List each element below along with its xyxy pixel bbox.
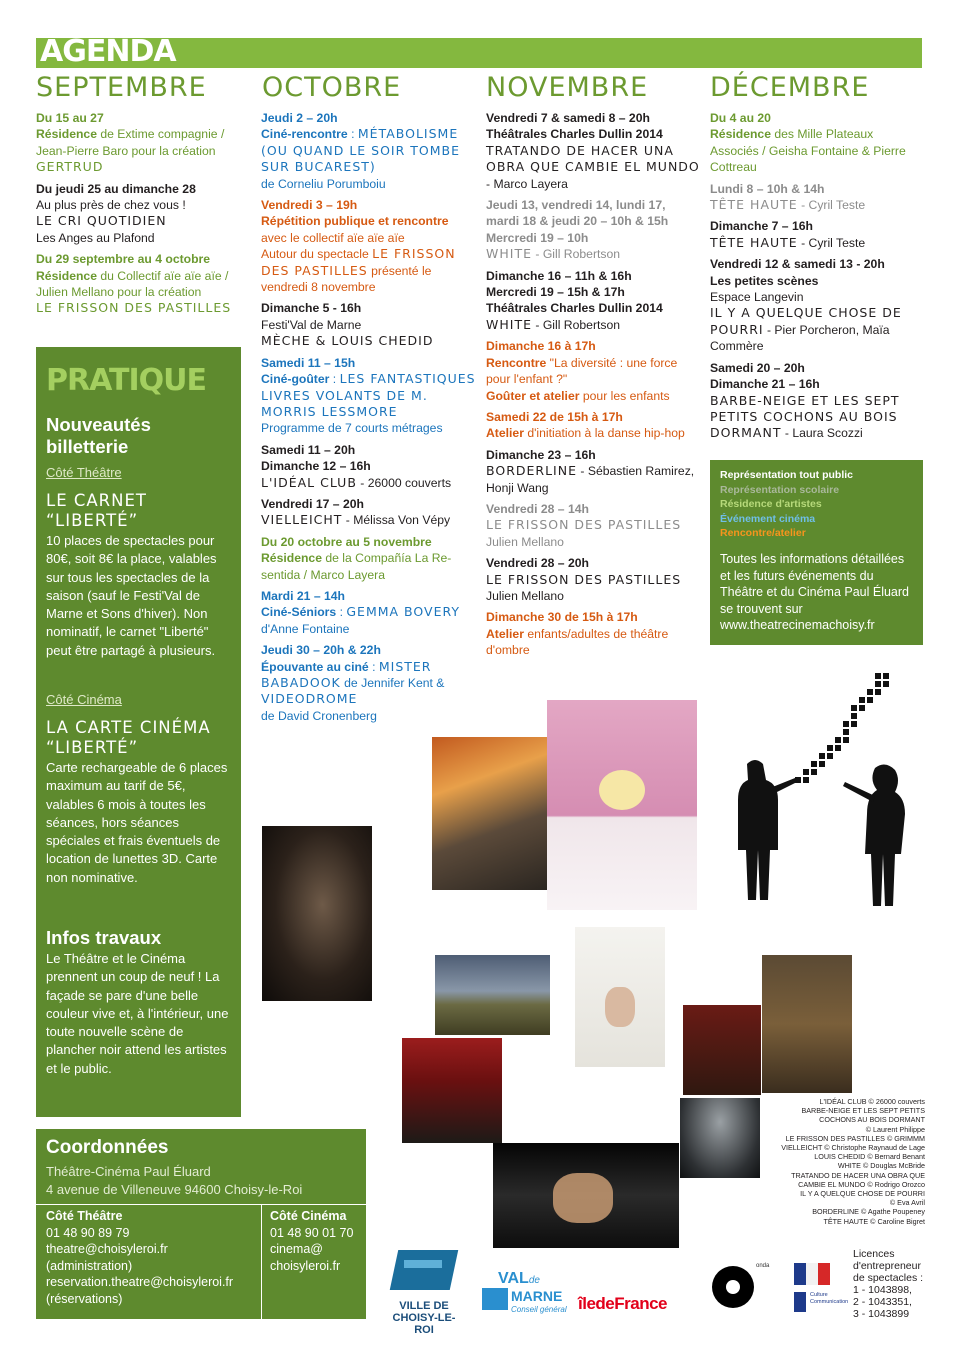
valdemarne-word: VAL [498,1270,529,1287]
cinema-email-part: choisyleroi.fr [270,1258,341,1273]
illustration-japan [725,668,925,908]
event-date: Lundi 8 – 10h & 14h [710,181,825,196]
credit-line: © Laurent Philippe [865,1124,925,1134]
event [710,256,922,354]
event [710,110,922,176]
valdemarne-word: de [528,1275,540,1286]
flag-red [818,1263,830,1285]
flag-blue [794,1263,806,1285]
legend-public: Représentation tout public [720,469,854,481]
choisy-logo-line: VILLE DE [399,1300,449,1312]
event-text: pour les enfants [579,388,670,403]
event-date: Dimanche 7 – 16h [710,219,813,234]
event-text: Autour du spectacle [261,247,369,262]
pratique-side-cinema: Côté Cinéma [46,692,122,707]
photo-white [575,927,665,1067]
credit-line: TRATANDO DE HACER UNA OBRA QUE [791,1170,925,1180]
event-by: Julien Mellano [486,588,564,603]
event-by: de David Cronenberg [261,708,377,723]
photo-pourri [762,955,852,1093]
event [36,181,248,247]
choisy-logo [380,1250,466,1298]
event-by: - Gill Robertson [531,247,621,262]
theatre-email-note: (administration) [46,1258,133,1273]
event-title: GEMMA BOVERY [346,604,460,620]
november-column [486,110,700,664]
event-type: Ciné-goûter [261,372,330,387]
choisy-logo-wave [404,1260,442,1268]
cinema-email-part: cinema@ [270,1242,323,1256]
event-by: d'Anne Fontaine [261,621,350,636]
event-text: "La diversité : une force pour l'enfant ?" [486,355,678,387]
event [486,447,700,496]
event-title: GERTRUD [36,159,104,175]
carte-title: LA CARTE CINÉMA “LIBERTÉ” [46,718,211,757]
credit-line: CAMBIE EL MUNDO © Rodrigo Orozco [798,1179,925,1189]
divider [36,1204,366,1205]
idf-logo: îledeFrance [578,1294,667,1313]
event-title: LE CRI QUOTIDIEN [36,213,167,229]
event-title: IL Y A QUELQUE CHOSE DE POURRI [710,305,902,337]
cinema-phone: 01 48 90 01 70 [270,1225,354,1240]
event-title: BARBE-NEIGE ET LES SEPT PETITS COCHONS AU BOIS DORMANT [710,392,900,441]
credit-line: VIELLEICHT © Christophe Raynaud de Lage [781,1143,925,1153]
theatre-heading: Côté Théâtre [46,1209,123,1223]
photo-dancer [547,700,697,910]
event-date: Dimanche 5 - 16h [261,301,362,316]
event-by: - Marco Layera [486,176,568,191]
event-title: MÈCHE & LOUIS CHEDID [261,333,434,349]
event [36,251,248,317]
event [710,360,922,442]
credit-line: LOUIS CHEDID © Bernard Benant [814,1152,925,1162]
event-date: Jeudi 13, vendredi 14, lundi 17, mardi 18 & jeudi 20 – 10h & 15h [486,198,669,229]
event-date: Dimanche 12 – 16h [261,459,371,474]
event-subtitle: Théâtrales Charles Dullin 2014 [486,127,663,142]
figure-shape [605,987,635,1027]
event [486,338,700,404]
reservation-email-link[interactable]: reservation.theatre@choisyleroi.fr [46,1275,234,1289]
event [486,501,700,550]
credit-line: L'IDÉAL CLUB © 26000 couverts [819,1097,925,1106]
coordonnees-theatre [46,1208,260,1307]
event-text: d'initiation à la danse hip-hop [523,426,685,441]
theatre-phone: 01 48 90 89 79 [46,1225,130,1240]
event-place: Espace Langevin [710,290,804,305]
valdemarne-logo-subtitle: Conseil général [511,1305,567,1314]
month-september: SEPTEMBRE [36,72,207,103]
event [261,534,479,583]
event-by: de Corneliu Porumboiu [261,176,386,191]
event-title: MÉTABOLISME (OU QUAND LE SOIR TOMBE SUR BUCAREST) [261,126,461,175]
event-text: Au plus près de chez vous ! [36,198,186,213]
onda-logo-text: onda [756,1263,770,1269]
event-type: Ciné-rencontre [261,127,348,142]
ministry-logo-mark [794,1292,806,1312]
event [486,268,700,334]
event: Mardi 21 – 14h Ciné-Séniors : GEMMA BOVERY d'Anne Fontaine [261,588,479,637]
licences [853,1248,933,1320]
coordonnees-cinema [270,1208,364,1274]
event [36,110,248,176]
valdemarne-logo-text [498,1270,540,1288]
page-title: AGENDA [40,34,176,69]
event-type: Atelier [486,426,524,441]
event-date: Dimanche 21 – 16h [710,377,820,392]
event-text: présenté le vendredi 8 novembre [261,263,432,295]
month-october: OCTOBRE [262,72,402,103]
event-date: Du 20 octobre au 5 novembre [261,534,432,549]
event-date: Dimanche 30 de 15h à 17h [486,610,638,625]
pratique-title: PRATIQUE [46,363,206,398]
carte-text: Carte rechargeable de 6 places maximum au tarif de 5€, valables 6 mois à toutes les séances, hors séances spéciales et frais éventuels de location de lunettes 3D. Carte non nominative. [46,760,228,885]
event-by: Julien Mellano [486,534,564,549]
event-date: Samedi 11 – 20h [261,442,356,457]
pratique-side-theatre: Côté Théâtre [46,465,122,480]
licence-number: 1 - 1043898, [853,1284,912,1296]
event [710,218,922,251]
event-subtitle: Théâtrales Charles Dullin 2014 [486,301,663,316]
event-text: enfants/adultes de théâtre d'ombre [486,626,669,658]
event-date: Du jeudi 25 au dimanche 28 [36,181,196,196]
event [261,300,479,349]
licences-line: de spectacles : [853,1272,924,1284]
photo-theatre-red [402,1038,502,1143]
flag-white [806,1263,818,1285]
event [486,110,700,192]
theatre-email-link[interactable]: theatre@choisyleroi.fr [46,1242,168,1256]
event-date: Vendredi 12 & samedi 13 - 20h [710,257,885,272]
event [710,181,922,214]
event-date: Mardi 21 – 14h [261,588,345,603]
event-type: Épouvante au ciné [261,659,369,674]
credit-line: TÊTE HAUTE © Caroline Bigret [823,1216,925,1226]
carnet-title: LE CARNET “LIBERTÉ” [46,491,147,530]
event-text: des Mille Plateaux Associés / Geisha Fontaine & Pierre Cottreau [710,127,906,175]
licence-number: 2 - 1043351, [853,1296,912,1308]
event-text: avec le collectif aïe aïe aïe [261,230,405,245]
licences-line: d'entrepreneur [853,1260,921,1272]
event-by: - Gill Robertson [531,317,621,332]
event [486,609,700,658]
valdemarne-logo-marne: MARNE [511,1288,563,1304]
photo-field [435,955,550,1035]
licence-number: 3 - 1043899 [853,1308,910,1320]
event-date: Du 15 au 27 [36,111,104,125]
event-title: MISTER BABADOOK [261,658,432,690]
event-type: Atelier [486,626,524,641]
photo-barbe-neige [680,1098,760,1178]
event [486,197,700,263]
photo-borderline [493,1143,679,1248]
event-company: Les Anges au Plafond [36,230,155,245]
event-text: Festi'Val de Marne [261,317,362,332]
tutu-shape [599,770,645,810]
event-title: VIDEODROME [261,691,358,707]
event-type: Résidence [36,268,97,283]
event-title: L'IDÉAL CLUB [261,474,357,490]
december-column [710,110,922,447]
carnet-text: 10 places de spectacles pour 80€, soit 8€ la place, valables sur tous les spectacles de la saison (sauf le Festi'Val de Marne et Sons d'hiver). Non nominatif, le carnet "Liberté" peut être partagé à plusieurs. [46,533,217,658]
photo-tete-haute [683,1005,761,1095]
event: Jeudi 30 – 20h & 22h Épouvante au ciné : MISTER BABADOOK de Jennifer Kent & VIDEODROME de David Cronenberg [261,642,479,724]
coordonnees-address: 4 avenue de Villeneuve 94600 Choisy-le-Roi [46,1182,303,1197]
legend-residence: Résidence d'artistes [720,498,822,511]
event-date: Samedi 22 de 15h à 17h [486,409,623,424]
coordonnees-name: Théâtre-Cinéma Paul Éluard [46,1164,211,1179]
event: Samedi 11 – 15h Ciné-goûter : LES FANTASTIQUES LIVRES VOLANTS DE M. MORRIS LESSMORE Programme de 7 courts métrages [261,355,479,437]
legend-school: Représentation scolaire [720,483,840,496]
credit-line: COCHONS AU BOIS DORMANT [819,1115,925,1125]
japan-dots [795,673,889,783]
legend-cinema: Événement cinéma [720,512,816,525]
event-date: Vendredi 28 – 14h [486,501,589,516]
legend-info: Toutes les informations détaillées et les futurs événements du Théâtre et du Cinéma Paul Éluard se trouvent sur www.theatrecinemachoisy.fr [720,552,909,632]
photo-vielleicht [262,826,372,1001]
october-column [261,110,479,729]
month-december: DÉCEMBRE [710,72,870,103]
event-date: Dimanche 16 à 17h [486,339,596,354]
event-type: Rencontre [486,355,547,370]
choisy-logo-mark [390,1250,459,1290]
event-type: Répétition publique et rencontre [261,214,449,229]
event-date: Du 4 au 20 [710,111,771,125]
pointing-arm [843,782,875,802]
event: Jeudi 2 – 20h Ciné-rencontre : MÉTABOLISME (OU QUAND LE SOIR TOMBE SUR BUCAREST) de Corneliu Porumboiu [261,110,479,192]
event [261,197,479,295]
licences-line: Licences [853,1248,895,1260]
coordonnees-title: Coordonnées [46,1137,169,1158]
event-text: de Extime compagnie / Jean-Pierre Baro pour la création [36,127,225,158]
event-title: WHITE [486,246,532,262]
event-text: Programme de 7 courts métrages [261,421,443,436]
september-column [36,110,248,322]
event-title: LES FANTASTIQUES LIVRES VOLANTS DE M. MORRIS LESSMORE [261,371,476,419]
choisy-logo-line: CHOISY-LE-ROI [392,1312,456,1336]
credit-line: BARBE-NEIGE ET LES SEPT PETITS [801,1106,925,1116]
event-date: Dimanche 23 – 16h [486,447,596,462]
event-date: Jeudi 30 – 20h & 22h [261,643,381,658]
legend-list [720,468,920,541]
valdemarne-logo-mark [482,1288,508,1310]
credit-line: WHITE © Douglas McBride [837,1161,925,1171]
event-by: - 26000 couverts [356,475,452,490]
event-date: Mercredi 19 – 15h & 17h [486,285,625,300]
event [486,555,700,604]
event-type: Goûter et atelier [486,388,580,403]
event-subtitle: Les petites scènes [710,273,819,288]
event-date: Dimanche 16 – 11h & 16h [486,268,632,283]
ministry-logo-text: Culture Communication [810,1292,849,1305]
event [261,496,479,529]
onda-logo [712,1266,754,1308]
reservation-email-note: (réservations) [46,1291,123,1306]
cinema-email-link[interactable] [270,1241,364,1274]
silhouette-woman [865,764,905,906]
event-date: Vendredi 28 – 20h [486,556,589,571]
onda-logo-hole [726,1280,740,1294]
event [486,409,700,442]
event-by: - Pier Porcheron, Maïa Commère [710,322,890,354]
event-by: - Mélissa Von Vépy [342,513,451,528]
credit-line: IL Y A QUELQUE CHOSE DE POURRI [800,1189,925,1199]
credit-line: BORDERLINE © Agathe Poupeney [812,1207,925,1217]
divider [261,1204,262,1319]
event-text: de la Compañía La Re-sentida / Marco Layera [261,551,452,582]
event-by: - Laura Scozzi [781,426,863,441]
photo-headdress [432,737,550,890]
event-title: VIELLEICHT [261,512,343,528]
event-title: TÊTE HAUTE [710,234,798,250]
event-date: Samedi 11 – 15h [261,355,356,370]
event-type: Résidence [36,127,97,142]
event-title: LE FRISSON DES PASTILLES [486,571,682,587]
event-date: Jeudi 2 – 20h [261,111,338,125]
event-date: Mercredi 19 – 10h [486,230,589,245]
event-date: Du 29 septembre au 4 octobre [36,252,211,267]
legend-workshop: Rencontre/atelier [720,527,806,540]
event-text: du Collectif aïe aïe aïe / Julien Mellano pour la création [36,268,229,300]
event-by: - Cyril Teste [797,235,866,250]
event-by: - Sébastien Ramirez, Honji Wang [486,464,695,495]
cinema-heading: Côté Cinéma [270,1209,347,1223]
month-november: NOVEMBRE [486,72,649,103]
event-type: Ciné-Séniors [261,605,337,620]
event-title: TÊTE HAUTE [710,197,798,213]
republique-logo [794,1263,830,1285]
event-by: de Jennifer Kent & [340,676,445,690]
event-title: WHITE [486,316,532,332]
event [261,442,479,491]
event-title: LE FRISSON DES PASTILLES [261,246,456,278]
credit-line: © Eva Avril [889,1198,925,1208]
event-title: TRATANDO DE HACER UNA OBRA QUE CAMBIE EL MUNDO [486,142,700,175]
photo-credits [760,1097,925,1226]
event-title: LE FRISSON DES PASTILLES [486,517,682,533]
event-date: Vendredi 17 – 20h [261,496,364,511]
silhouette-man [738,760,778,900]
choisy-logo-text [384,1300,464,1336]
event-date: Vendredi 3 – 19h [261,198,358,213]
event-title: LE FRISSON DES PASTILLES [36,300,232,316]
event-date: Samedi 20 – 20h [710,360,805,375]
pratique-heading-travaux: Infos travaux [46,927,162,948]
event-by: - Cyril Teste [797,198,866,213]
dancers-shape [553,1173,613,1223]
event-type: Résidence [261,551,322,566]
travaux-text: Le Théâtre et le Cinéma prennent un coup de neuf ! La façade se pare d'une belle couleur vive et, à l'intérieur, une toute nouvelle scène de plancher noir attend les artistes et le public. [46,951,229,1076]
credit-line: LE FRISSON DES PASTILLES © GRIMMM [785,1133,925,1143]
event-title: BORDERLINE [486,463,577,479]
pratique-heading-billetterie: Nouveautés billetterie [46,414,151,457]
event-type: Résidence [710,127,771,142]
event-date: Vendredi 7 & samedi 8 – 20h [486,111,650,125]
